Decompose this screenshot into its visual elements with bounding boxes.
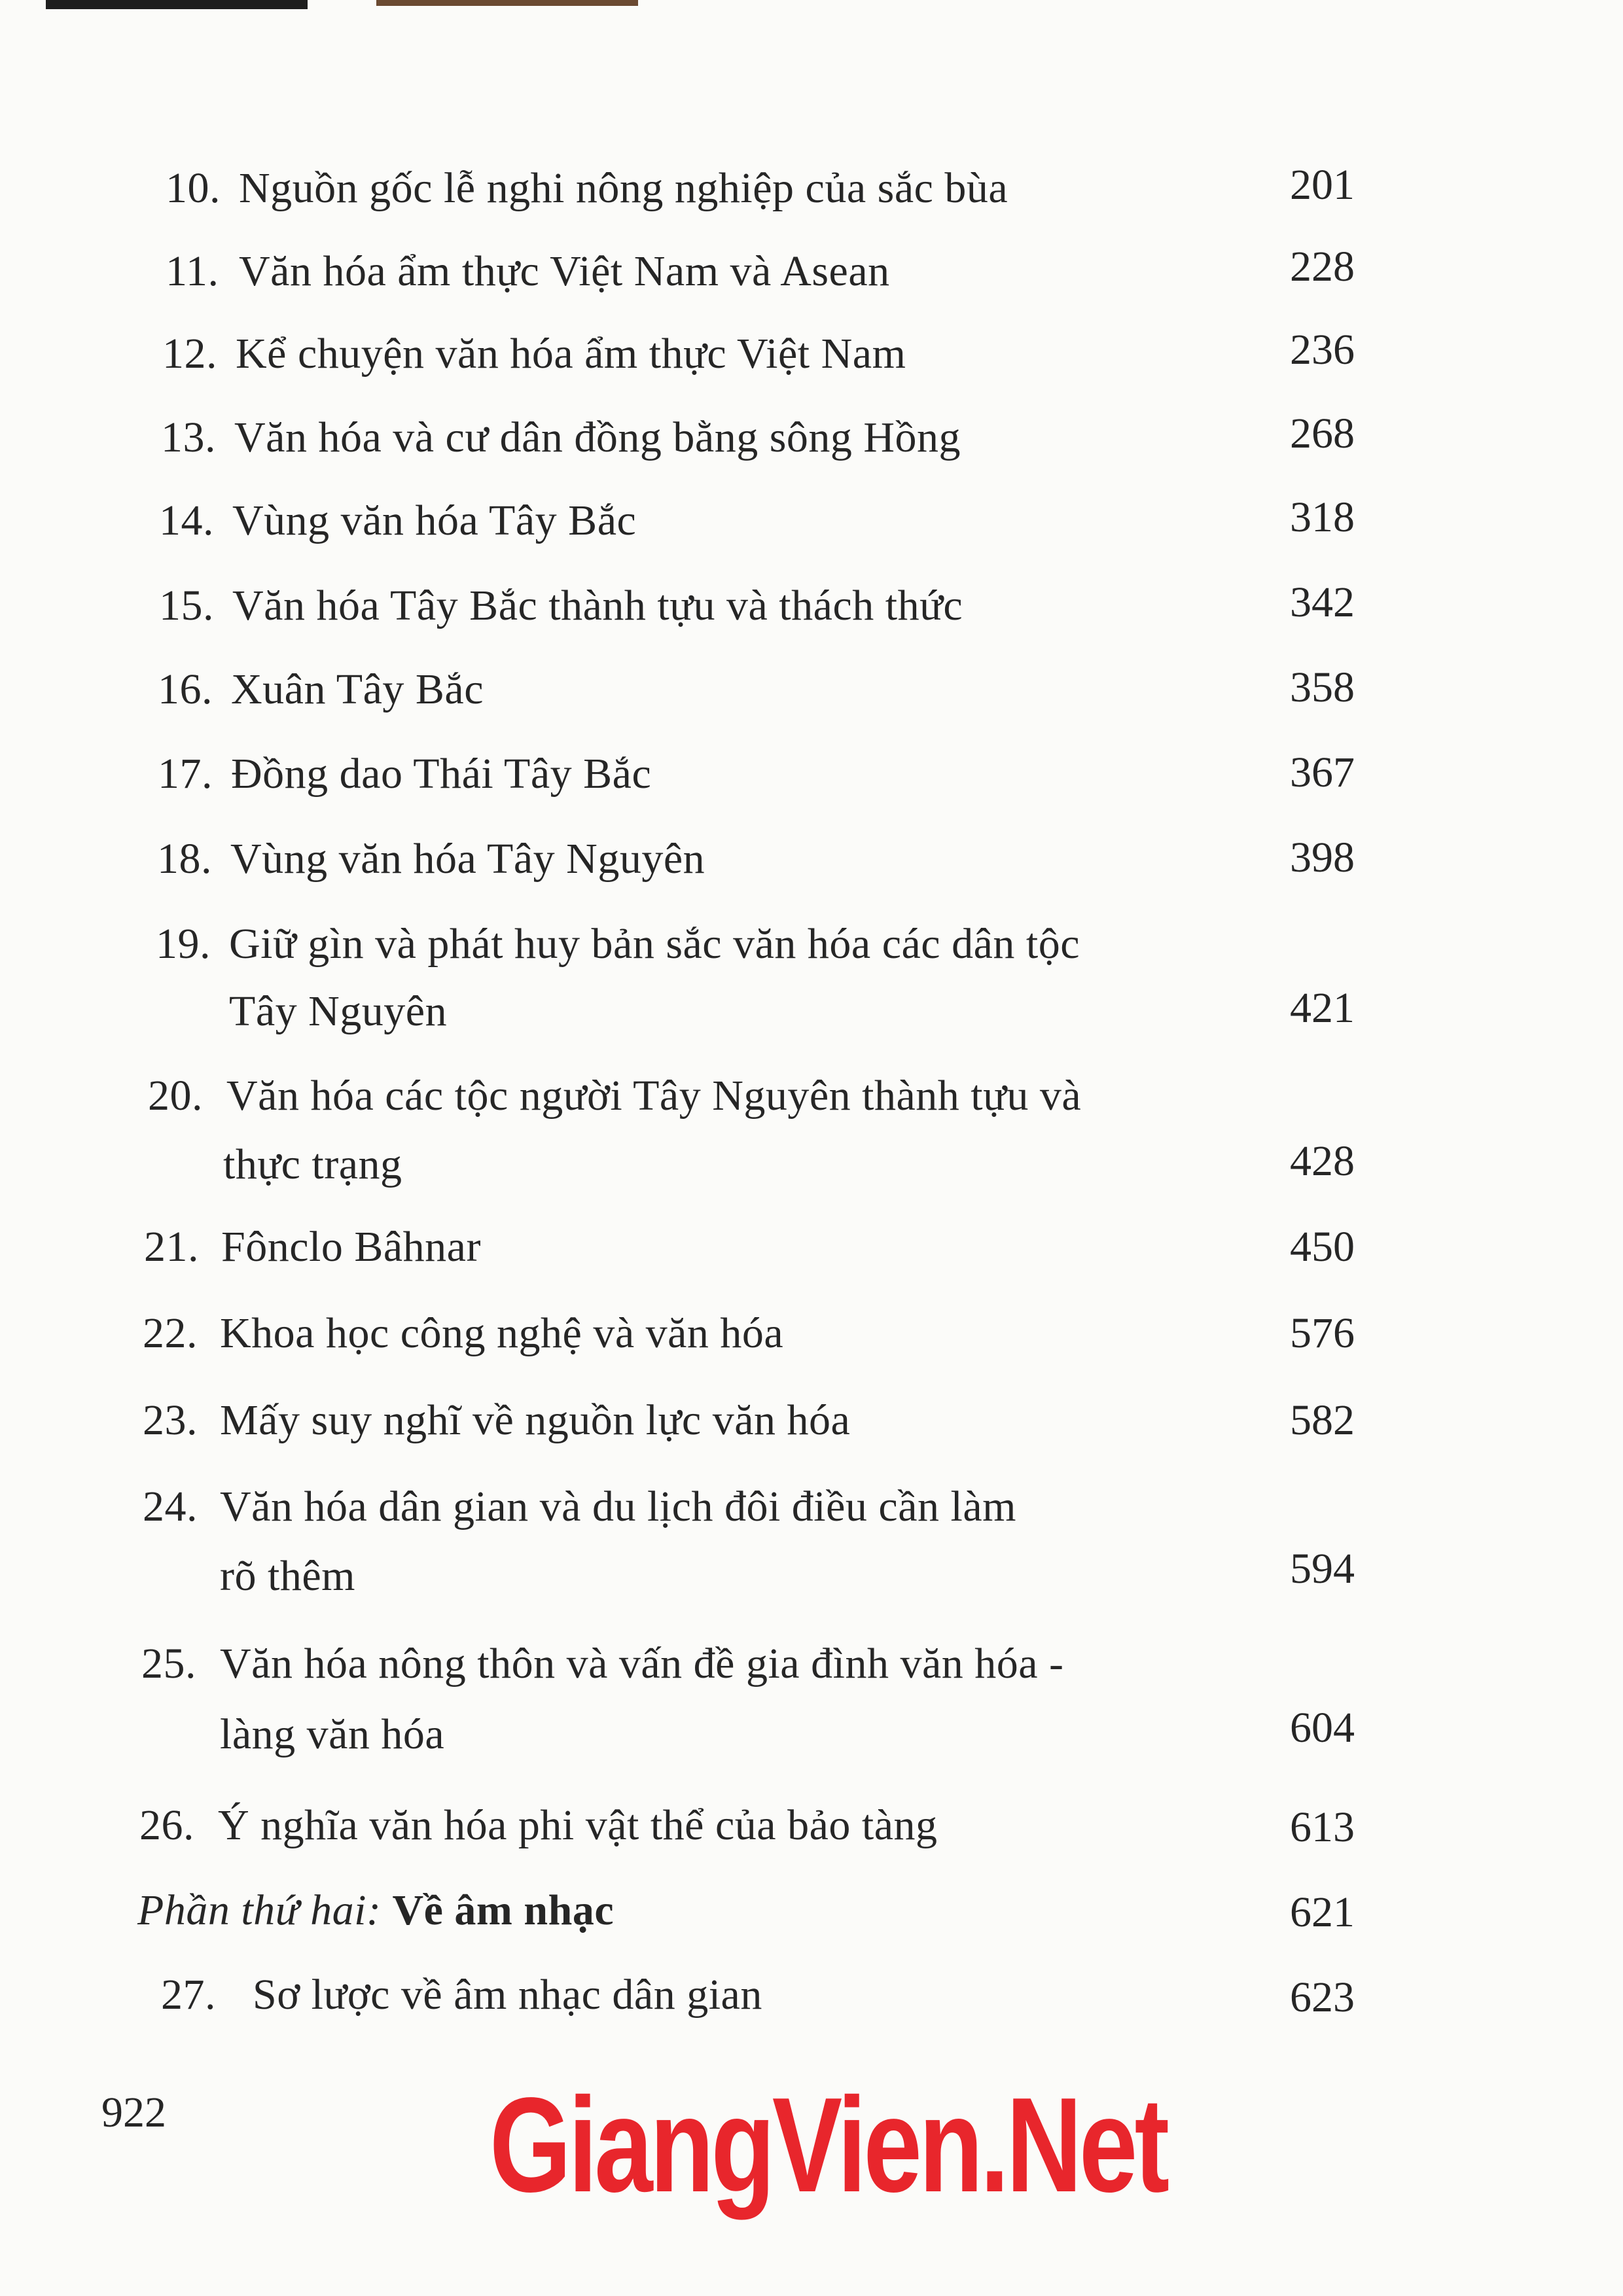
entry-number: 24. [143,1483,198,1530]
entry-number: 20. [148,1072,203,1120]
entry-title: Văn hóa nông thôn và vấn đề gia đình văn hóa - [220,1640,1064,1687]
entry-title: Nguồn gốc lễ nghi nông nghiệp của sắc bùa [239,164,1008,212]
entry-page: 594 [1290,1545,1355,1593]
entry-page: 582 [1290,1396,1355,1444]
entry-title: Fônclo Bâhnar [221,1223,481,1271]
entry-page: 367 [1290,749,1355,796]
entry-page: 576 [1290,1309,1355,1357]
entry-number: 17. [158,750,213,798]
entry-page: 201 [1290,161,1355,209]
entry-page: 604 [1290,1704,1355,1752]
part-heading [137,1886,615,1934]
entry-page: 421 [1290,984,1355,1032]
part-page: 621 [1290,1888,1355,1936]
entry-number: 15. [159,582,214,629]
entry-number: 14. [159,497,214,544]
entry-title: Vùng văn hóa Tây Nguyên [230,835,705,883]
entry-page: 398 [1290,834,1355,881]
entry-title-continued: làng văn hóa [220,1710,445,1758]
entry-title: Sơ lược về âm nhạc dân gian [253,1971,762,2019]
entry-number: 19. [156,920,211,968]
entry-number: 16. [158,665,213,713]
entry-page: 236 [1290,326,1355,374]
entry-title: Khoa học công nghệ và văn hóa [220,1309,784,1357]
entry-page: 318 [1290,493,1355,541]
entry-number: 11. [166,247,219,295]
entry-number: 27. [161,1971,216,2019]
entry-title: Văn hóa và cư dân đồng bằng sông Hồng [234,414,961,461]
entry-title: Ý nghĩa văn hóa phi vật thể của bảo tàng [218,1801,938,1849]
entry-page: 358 [1290,663,1355,711]
entry-number: 18. [157,835,212,883]
entry-title: Xuân Tây Bắc [231,665,484,713]
entry-title: Mấy suy nghĩ về nguồn lực văn hóa [220,1396,851,1444]
entry-number: 22. [143,1309,198,1357]
entry-number: 10. [166,164,221,212]
entry-title: Văn hóa dân gian và du lịch đôi điều cần làm [220,1483,1016,1530]
entry-title: Văn hóa Tây Bắc thành tựu và thách thức [232,582,963,629]
entry-title: Giữ gìn và phát huy bản sắc văn hóa các dân tộc [229,920,1080,968]
entry-page: 342 [1290,578,1355,626]
entry-page: 228 [1290,243,1355,291]
entry-page: 623 [1290,1973,1355,2021]
page-number: 922 [101,2089,166,2136]
entry-number: 21. [144,1223,199,1271]
entry-title: Văn hóa ẩm thực Việt Nam và Asean [239,247,890,295]
entry-page: 613 [1290,1803,1355,1851]
entry-title-continued: Tây Nguyên [229,987,448,1035]
entry-title-continued: thực trạng [223,1140,402,1188]
entry-page: 450 [1290,1223,1355,1271]
entry-number: 23. [143,1396,198,1444]
entry-title: Kể chuyện văn hóa ẩm thực Việt Nam [236,330,906,378]
watermark-logo: GiangVien.Net [490,2070,1167,2220]
part-label: Phần thứ hai: [137,1886,382,1934]
entry-number: 12. [162,330,217,378]
entry-title: Văn hóa các tộc người Tây Nguyên thành tựu và [226,1072,1082,1120]
entry-number: 26. [139,1801,194,1849]
entry-title: Vùng văn hóa Tây Bắc [232,497,637,544]
entry-page: 268 [1290,410,1355,457]
entry-number: 25. [141,1640,196,1687]
entry-title-continued: rõ thêm [220,1552,355,1600]
part-title: Về âm nhạc [392,1886,615,1934]
entry-number: 13. [161,414,216,461]
entry-page: 428 [1290,1137,1355,1185]
entry-title: Đồng dao Thái Tây Bắc [231,750,652,798]
